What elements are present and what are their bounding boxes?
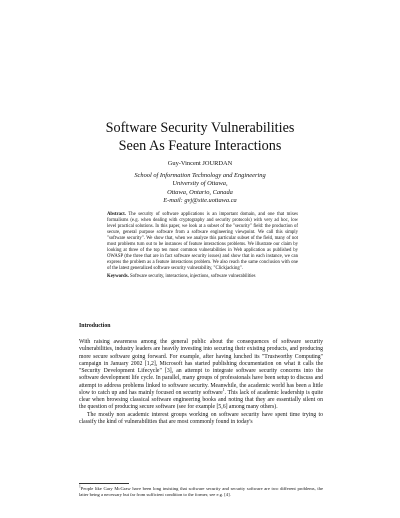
keywords-text: Software security, interactions, injections, software vulnerabilities bbox=[129, 274, 256, 280]
keywords-label: Keywords. bbox=[107, 274, 129, 280]
abstract-paragraph bbox=[107, 212, 298, 272]
author-block bbox=[0, 160, 400, 206]
footnote-text: People like Gary McGraw have been long insisting that software security and security software are two different problems, the latter being a necessary but far from sufficient condition to the former, see e.g. [4]. bbox=[79, 486, 323, 497]
abstract-text: The security of software applications is an important domain, and one that mixes formalisms (e.g. when dealing with cryptography and security protocols) with very ad hoc, low level practical solutions. In this paper, we look at a subset of the "security" field: the production of secure, general purpose software from a software engineering viewpoint. We call this simply "software security". We show that, when we analyze this particular subset of the field, many of not most problems turn out to be instances of feature interactions problems. We illustrate our claim by looking at three of the top ten most common vulnerabilities in Web application as published by OWASP (the three that are in fact software security issues) and show that in each instance, we can express the problem as a feature interactions problem. We also reach the same conclusion with one of the latest generalized software security vulnerability, "Clickjacking". bbox=[107, 212, 298, 272]
title-line-1: Software Security Vulnerabilities bbox=[105, 120, 295, 136]
paragraph-1-text: With raising awareness among the general public about the consequences of software security vulnerabilities, industry leaders are heavily investing into securing their existing products, and producing more secure software going forward. For example, after having lunched its "Trustworthy Computing" campaign in January 2002 [1,2], Microsoft has started publishing documentation on what it calls the "Security Development Lifecycle" [3], an attempt to integrate software security concerns into the software development life cycle. In parallel, many groups of professionals have been setup to discuss and attempt to address problems linked to software security. Meanwhile, the academic world has been a little slow to catch up and has mainly focused on security software bbox=[79, 339, 323, 396]
body-text bbox=[79, 339, 323, 426]
affiliation-school: School of Information Technology and Engineering bbox=[134, 171, 266, 179]
footnote bbox=[79, 486, 323, 498]
paper-title bbox=[0, 119, 400, 155]
affiliation-email: E-mail: gvj@site.uottawa.ca bbox=[163, 197, 237, 205]
section-heading: Introduction bbox=[79, 323, 111, 329]
keywords bbox=[107, 274, 298, 280]
author-name: Guy-Vincent JOURDAN bbox=[167, 160, 233, 167]
footnote-rule bbox=[79, 483, 129, 484]
paragraph-1 bbox=[79, 339, 323, 412]
footnote-number: 1 bbox=[79, 484, 81, 489]
affiliation-university: University of Ottawa, bbox=[172, 180, 228, 188]
abstract bbox=[107, 212, 298, 281]
affiliation-location: Ottawa, Ontario, Canada bbox=[167, 188, 233, 196]
paragraph-1-end: . This lack of academic leadership is quite clear when browsing classical software engineering books and noting that they are essentially silent on the question of producing secure software (see for example [5,6] among many others). bbox=[79, 389, 324, 411]
title-line-2: Seen As Feature Interactions bbox=[118, 138, 282, 154]
footnote-reference: 1 bbox=[222, 387, 225, 392]
abstract-label: Abstract. bbox=[107, 212, 126, 217]
paragraph-2: The mostly non academic interest groups working on software security have spent time trying to classify the kind of vulnerabilities that are most commonly found in today's bbox=[79, 411, 323, 425]
